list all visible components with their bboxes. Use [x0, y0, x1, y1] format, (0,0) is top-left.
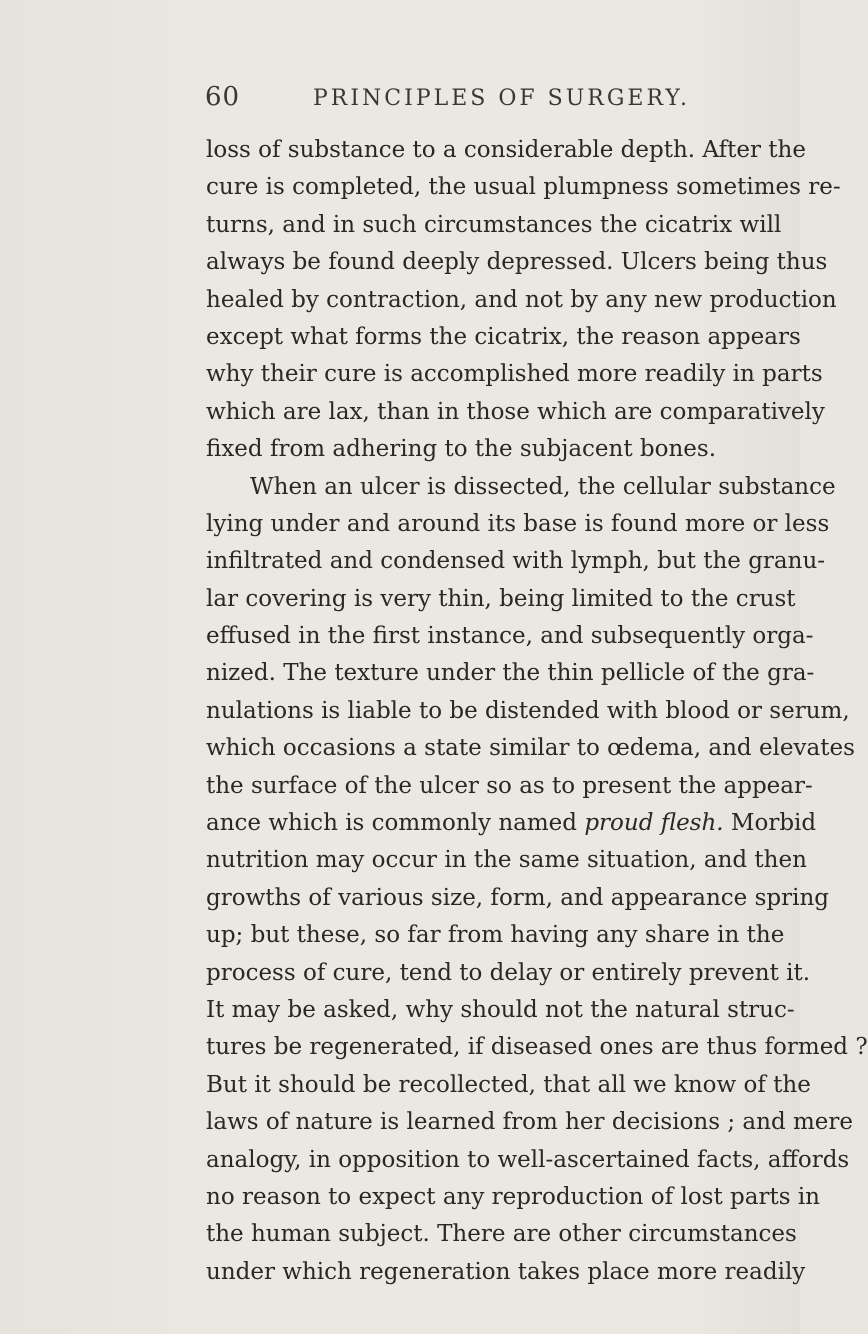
- text-line: lar covering is very thin, being limited to the crust: [206, 585, 796, 612]
- text-line: laws of nature is learned from her decisions ; and mere: [206, 1109, 853, 1136]
- text-line: But it should be recollected, that all we know of the: [206, 1071, 811, 1098]
- text-line: It may be asked, why should not the natural struc-: [206, 996, 795, 1023]
- text-line: tures be regenerated, if diseased ones are thus formed ?: [206, 1034, 868, 1061]
- body-text: [206, 132, 868, 1291]
- text-line: nulations is liable to be distended with blood or serum,: [206, 697, 850, 724]
- text-line: which are lax, than in those which are comparatively: [206, 398, 825, 425]
- page-number: 60: [205, 82, 241, 112]
- text-fragment: Morbid: [730, 810, 817, 837]
- text-line: loss of substance to a considerable depth. After the: [206, 137, 806, 163]
- text-line: lying under and around its base is found more or less: [206, 510, 830, 537]
- text-line: When an ulcer is dissected, the cellular substance: [250, 473, 836, 500]
- running-title: PRINCIPLES OF SURGERY.: [313, 86, 691, 111]
- text-line: process of cure, tend to delay or entirely prevent it.: [206, 959, 811, 986]
- text-line: why their cure is accomplished more readily in parts: [206, 361, 823, 388]
- text-line: cure is completed, the usual plumpness sometimes re-: [206, 174, 841, 201]
- text-line: except what forms the cicatrix, the reason appears: [206, 323, 801, 350]
- italic-term: proud flesh.: [584, 810, 724, 837]
- text-line: the human subject. There are other circumstances: [206, 1221, 797, 1248]
- text-line: growths of various size, form, and appearance spring: [206, 884, 829, 911]
- text-line: which occasions a state similar to œdema, and elevates: [206, 735, 855, 762]
- text-line: the surface of the ulcer so as to present the appear-: [206, 772, 813, 799]
- text-line: turns, and in such circumstances the cicatrix will: [206, 211, 782, 238]
- text-line: healed by contraction, and not by any new production: [206, 286, 837, 313]
- text-line: always be found deeply depressed. Ulcers being thus: [206, 249, 828, 276]
- text-line: under which regeneration takes place more readily: [206, 1258, 806, 1285]
- text-line: effused in the first instance, and subsequently orga-: [206, 623, 814, 650]
- text-line: nutrition may occur in the same situation, and then: [206, 847, 807, 874]
- text-line: up; but these, so far from having any share in the: [206, 922, 785, 949]
- text-line: no reason to expect any reproduction of lost parts in: [206, 1183, 820, 1210]
- text-line: infiltrated and condensed with lymph, but the granu-: [206, 548, 826, 575]
- text-fragment: ance which is commonly named: [206, 810, 577, 837]
- text-line: nized. The texture under the thin pellicle of the gra-: [206, 660, 815, 687]
- page-header: [205, 82, 740, 122]
- text-line: [206, 805, 817, 842]
- text-line: analogy, in opposition to well-ascertained facts, affords: [206, 1146, 850, 1173]
- text-line: fixed from adhering to the subjacent bones.: [206, 436, 717, 463]
